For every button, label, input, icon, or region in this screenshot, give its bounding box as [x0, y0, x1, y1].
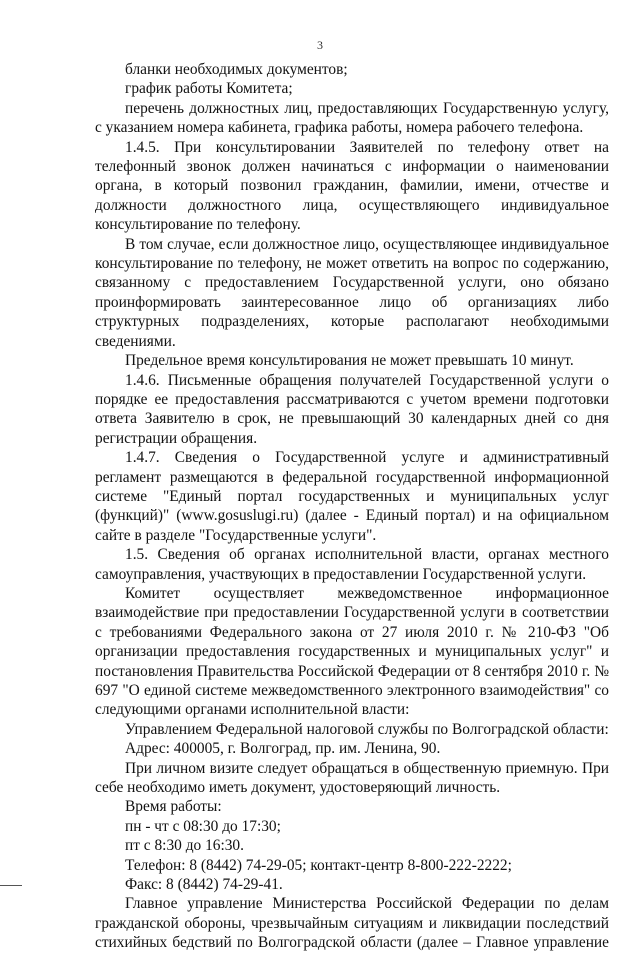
paragraph: Телефон: 8 (8442) 74-29-05; контакт-центр 8-800-222-2222; — [125, 856, 512, 874]
paragraph: 1.5. Сведения об органах исполнительной власти, органах местного самоуправления, участвующих в предоставлении Государственной услуги. — [95, 546, 609, 583]
paragraph: график работы Комитета; — [125, 80, 293, 98]
paragraph: Предельное время консультирования не может превышать 10 минут. — [125, 352, 574, 370]
paragraph: перечень должностных лиц, предоставляющих Государственную услугу, с указанием номера кабинета, графика работы, номера рабочего телефона. — [95, 99, 609, 137]
paragraph: 1.4.7. Сведения о Государственной услуге и административный регламент размещаются в федеральной государственной информационной системе "Единый портал государственных и муниципальных услуг (функций)" (www.gosuslugi.ru) (далее - Единый портал) и на официальном сайте в разделе "Государственные услуги". — [95, 449, 609, 544]
body-text — [95, 60, 609, 953]
paragraph: Время работы: — [125, 798, 222, 816]
paragraph: Факс: 8 (8442) 74-29-41. — [125, 876, 283, 894]
paragraph: пт с 8:30 до 16:30. — [125, 837, 244, 855]
page-number: 3 — [317, 38, 323, 52]
paragraph: пн - чт с 08:30 до 17:30; — [125, 817, 281, 835]
paragraph: Адрес: 400005, г. Волгоград, пр. им. Ленина, 90. — [125, 740, 441, 758]
paragraph: Главное управление Министерства Российской Федерации по делам гражданской обороны, чрезвычайным ситуациям и ликвидации последствий стихийных бедствий по Волгоградской области (далее – Главное управление — [95, 895, 609, 952]
paragraph: В том случае, если должностное лицо, осуществляющее индивидуальное консультирование по телефону, не может ответить на вопрос по содержанию, связанному с предоставлением Государственной услуги, оно обязано проинформировать заинтересованное лицо об организациях либо структурных подразделениях, которые располагают необходимыми сведениями. — [95, 235, 609, 350]
paragraph: 1.4.5. При консультировании Заявителей по телефону ответ на телефонный звонок должен начинаться с информации о наименовании органа, в который позвонил гражданин, фамилии, имени, отчестве и должности должностного лица, осуществляющего индивидуальное консультирование по телефону. — [95, 138, 609, 234]
scan-edge-mark — [0, 885, 22, 886]
paragraph: Управлением Федеральной налоговой службы по Волгоградской области: — [125, 720, 609, 738]
paragraph: При личном визите следует обращаться в общественную приемную. При себе необходимо иметь документ, удостоверяющий личность. — [95, 759, 609, 797]
paragraph: Комитет осуществляет межведомственное информационное взаимодействие при предоставлении Государственной услуги в соответствии с требованиями Федерального закона от 27 июля 2010 г. № 210-ФЗ "Об организации предоставления государственных и муниципальных услуг" и постановления Правительства Российской Федерации от 8 сентября 2010 г. № 697 "О единой системе межведомственного электронного взаимодействия" со следующими органами исполнительной власти: — [95, 584, 609, 719]
paragraph: 1.4.6. Письменные обращения получателей Государственной услуги о порядке ее предоставления рассматриваются с учетом времени подготовки ответа Заявителю в срок, не превышающий 30 календарных дней со дня регистрации обращения. — [95, 371, 609, 447]
paragraph: бланки необходимых документов; — [125, 61, 348, 78]
